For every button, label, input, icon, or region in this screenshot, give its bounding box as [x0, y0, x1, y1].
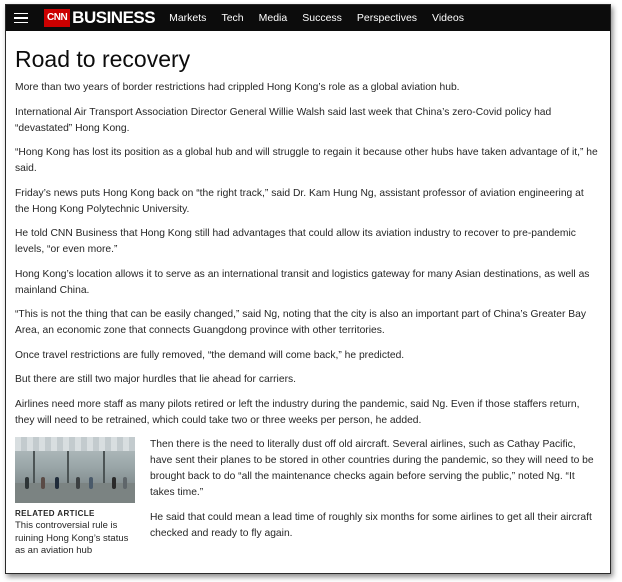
nav-link-success[interactable]: Success [302, 12, 342, 24]
browser-frame [5, 4, 611, 574]
article-paragraph: He said that could mean a lead time of roughly six months for some airlines to get all their aircraft checked and ready to fly again. [150, 511, 592, 539]
article-paragraph: Once travel restrictions are fully removed, “the demand will come back,” he predicted. [15, 349, 405, 361]
related-article-title[interactable]: This controversial rule is ruining Hong Kong’s status as an aviation hub [15, 520, 129, 556]
article-paragraph: Friday’s news puts Hong Kong back on “the right track,” said Dr. Kam Hung Ng, assistant professor of aviation engineering at the Hong Kong Polytechnic University. [15, 187, 584, 215]
top-navbar [6, 5, 610, 31]
nav-link-videos[interactable]: Videos [432, 12, 464, 24]
article-paragraph: “This is not the thing that can be easily changed,” said Ng, noting that the city is also an important part of China’s Greater Bay Area, an economic zone that connects Guangdong province with other territories. [15, 309, 587, 336]
related-article-card[interactable] [15, 437, 137, 558]
article-paragraph: “Hong Kong has lost its position as a global hub and will struggle to regain it because other hubs have taken advantage of it,” he said. [15, 147, 598, 174]
article-paragraph: Airlines need more staff as many pilots retired or left the industry during the pandemic, said Ng. Even if those staffers return, they will need to be retrained, which could take two or three weeks per person, he added. [15, 398, 580, 426]
article-paragraph: International Air Transport Association Director General Willie Walsh said last week that China’s zero-Covid policy had “devastated” Hong Kong. [15, 106, 552, 134]
cnn-business-logo[interactable] [44, 9, 155, 27]
nav-link-markets[interactable]: Markets [169, 12, 207, 24]
article-bottom-row [15, 437, 600, 558]
article-side-text [150, 437, 600, 558]
article-body [6, 31, 610, 558]
section-heading: Road to recovery [15, 46, 191, 72]
article-paragraph: Then there is the need to literally dust off old aircraft. Several airlines, such as Cathay Pacific, have sent their planes to be stored in other countries during the pandemic, so they will need to be brought back to do “all the maintenance checks again before serving the public,” noted Ng. “It takes time.” [150, 439, 594, 498]
related-article-thumbnail[interactable] [15, 437, 135, 503]
nav-link-media[interactable]: Media [258, 12, 288, 24]
business-logo-text: BUSINESS [72, 8, 156, 27]
related-article-label: RELATED ARTICLE [15, 509, 95, 518]
cnn-logo: CNN [44, 9, 70, 27]
article-paragraph: Hong Kong’s location allows it to serve as an international transit and logistics gateway for many Asian destinations, as well as mainland China. [15, 268, 590, 296]
hamburger-menu-icon[interactable] [14, 13, 28, 24]
nav-link-perspectives[interactable]: Perspectives [356, 12, 418, 24]
article-paragraph: More than two years of border restrictions had crippled Hong Kong’s role as a global aviation hub. [15, 82, 460, 93]
nav-link-tech[interactable]: Tech [221, 12, 244, 24]
article-paragraph: But there are still two major hurdles that lie ahead for carriers. [15, 374, 297, 385]
article-paragraph: He told CNN Business that Hong Kong still had advantages that could allow its aviation industry to recover to pre-pandemic levels, “or even more.” [15, 228, 576, 255]
